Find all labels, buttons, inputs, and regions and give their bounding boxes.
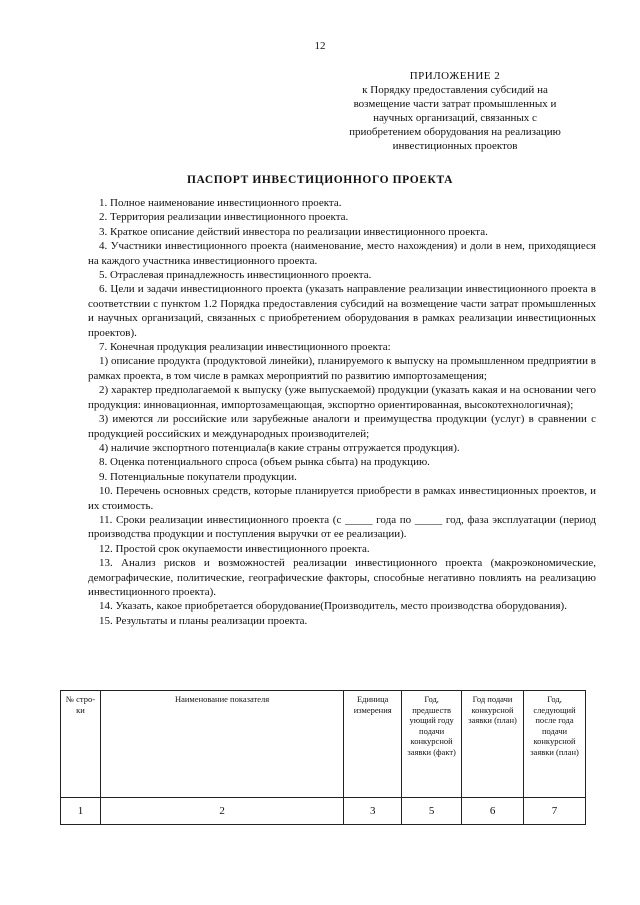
paragraph: 7. Конечная продукция реализации инвестиционного проекта: (99, 341, 391, 354)
appendix-block (332, 69, 578, 153)
appendix-line: научных организаций, связанных с (373, 112, 537, 124)
paragraph: 8. Оценка потенциального спроса (объем рынка сбыта) на продукцию. (99, 456, 430, 469)
table-cell: 2 (100, 798, 343, 825)
table-cell: 3 (344, 798, 402, 825)
paragraph: 11. Сроки реализации инвестиционного проекта (с _____ года по _____ год, фаза эксплуатации (период производства продукции и поступления выручки от ее реализации). (88, 513, 596, 541)
paragraph: 14. Указать, какое приобретается оборудование(Производитель, место производства оборудования). (99, 600, 567, 613)
paragraph: 12. Простой срок окупаемости инвестиционного проекта. (99, 542, 370, 555)
header-application-year: Год подачи конкурсной заявки (план) (462, 691, 524, 798)
results-table (60, 690, 586, 825)
paragraph: 4. Участники инвестиционного проекта (наименование, место нахождения) и доли в нем, приходящиеся на каждого участника инвестиционного проекта. (88, 240, 596, 267)
appendix-line: возмещение части затрат промышленных и (353, 98, 557, 110)
page-number: 12 (314, 40, 326, 52)
paragraph: 2) характер предполагаемой к выпуску (уже выпускаемой) продукции (указать какая и на основании чего продукция: инновационная, импортозамещающая, экспортно ориентированная, высокотехнологичная); (88, 384, 596, 411)
paragraph: 1) описание продукта (продуктовой линейки), планируемого к выпуску на промышленном предприятии в рамках проекта, в том числе в рамках мероприятий по развитию импортозамещения; (88, 355, 596, 382)
appendix-line: инвестиционных проектов (392, 140, 518, 152)
header-unit: Единица измерения (344, 691, 402, 798)
header-row-number: № стро-ки (61, 691, 101, 798)
passport-items (88, 196, 596, 628)
table-cell: 6 (462, 798, 524, 825)
header-indicator-name: Наименование показателя (100, 691, 343, 798)
paragraph: 9. Потенциальные покупатели продукции. (99, 470, 297, 483)
appendix-heading: ПРИЛОЖЕНИЕ 2 (409, 70, 501, 82)
paragraph: 2. Территория реализации инвестиционного проекта. (99, 211, 349, 224)
table-cell: 7 (524, 798, 586, 825)
paragraph: 4) наличие экспортного потенциала(в какие страны отгружается продукция). (99, 441, 460, 454)
paragraph: 13. Анализ рисков и возможностей реализации инвестиционного проекта (макроэкономические, демографические, политические, географические факторы, способные негативно повлиять на реализацию инвестиционного проекта). (88, 557, 596, 598)
table-header-row (61, 691, 586, 798)
paragraph: 10. Перечень основных средств, которые планируется приобрести в рамках инвестиционных проектов, и их стоимость. (88, 485, 596, 512)
table-row (61, 798, 586, 825)
paragraph: 6. Цели и задачи инвестиционного проекта (указать направление реализации инвестиционного проекта в соответствии с пунктом 1.2 Порядка предоставления субсидий на возмещение части затрат промышленных и научных организаций, связанных с приобретением оборудования в рамках реализации инвестиционных проектов). (88, 283, 596, 339)
paragraph: 15. Результаты и планы реализации проекта. (99, 614, 308, 627)
paragraph: 5. Отраслевая принадлежность инвестиционного проекта. (99, 269, 372, 282)
paragraph: 3) имеются ли российские или зарубежные аналоги и преимущества продукции (услуг) в сравнении с продукцией российских и международных производителей; (88, 413, 596, 440)
header-next-year: Год, следующий после года подачи конкурсной заявки (план) (524, 691, 586, 798)
table-cell: 1 (61, 798, 101, 825)
paragraph: 1. Полное наименование инвестиционного проекта. (99, 197, 342, 209)
document-title: ПАСПОРТ ИНВЕСТИЦИОННОГО ПРОЕКТА (186, 174, 454, 186)
paragraph: 3. Краткое описание действий инвестора по реализации инвестиционного проекта. (99, 225, 488, 238)
table-cell: 5 (402, 798, 462, 825)
appendix-line: к Порядку предоставления субсидий на (362, 84, 548, 96)
appendix-line: приобретением оборудования на реализацию (349, 126, 561, 138)
header-previous-year: Год, предшеств ующий году подачи конкурсной заявки (факт) (402, 691, 462, 798)
